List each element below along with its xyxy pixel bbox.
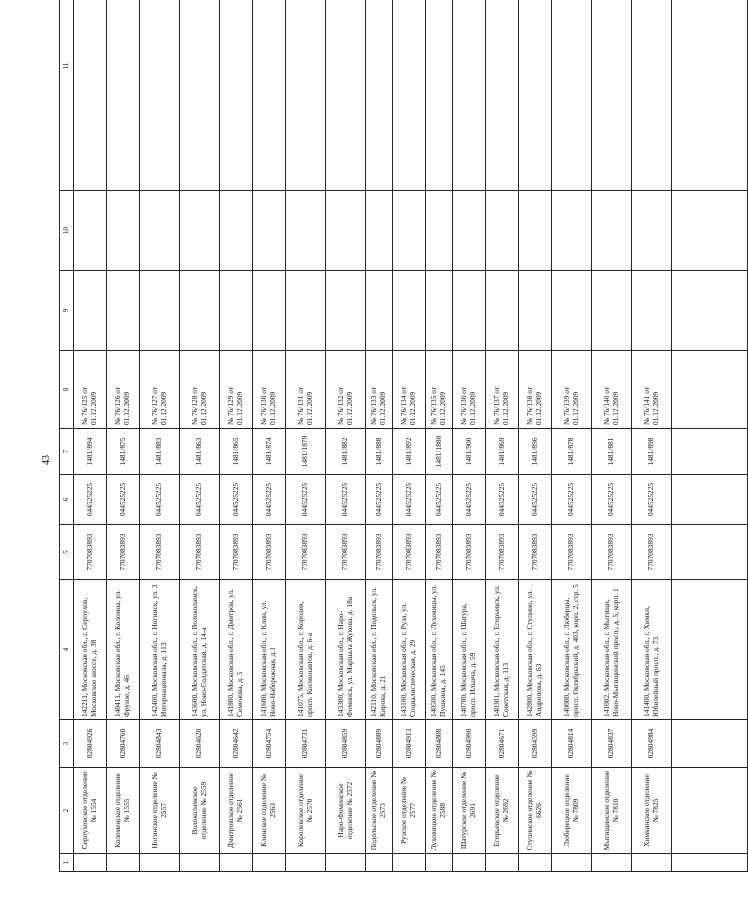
code-cell: 02804599 [519,720,552,768]
page-number: 43 [40,455,52,465]
column-11-cell [632,0,672,191]
inn-cell: 7707083893 [253,525,286,580]
column-number-11: 11 [60,0,74,191]
branch-name-cell: Дмитровское отделение № 2561 [220,768,253,854]
column-10-cell [366,191,393,271]
column-number-1: 1 [60,854,74,872]
bik-cell: 044525225 [107,475,140,525]
branch-name-cell: Ногинское отделение № 2557 [140,768,180,854]
code-cell: 02804843 [140,720,180,768]
column-11-cell [220,0,253,191]
column-number-8: 8 [60,351,74,429]
address-cell: 142110, Московская обл., г. Подольск, ул. Кирова, д. 21 [366,580,393,720]
registration-number-cell: 1481/1879 [286,429,326,475]
branch-name-cell: Шатурское отделение № 2691 [453,768,486,854]
column-number-5: 5 [60,525,74,580]
address-cell: 140500, Московская обл., г. Луховицы, ул. Пушкина, д. 145 [426,580,453,720]
row-number-cell [632,854,672,872]
code-cell: 02804754 [253,720,286,768]
branch-name-cell: Королевское отделение № 2570 [286,768,326,854]
address-cell: 142800, Московская обл., г. Ступино, ул. Андропова, д. 63 [519,580,552,720]
order-reference-cell: № 76/135 от 01.12.2009 [426,351,453,429]
row-number-cell [107,854,140,872]
address-cell: 140700, Московская обл., г. Шатура, просп. Ильича, д. 59 [453,580,486,720]
code-cell: 02804642 [220,720,253,768]
empty-row [672,0,748,872]
empty-cell [672,768,748,854]
table-row [140,0,180,872]
row-number-cell [140,854,180,872]
branch-name-cell: Луховицкое отделение № 2588 [426,768,453,854]
inn-cell: 7707083893 [453,525,486,580]
branch-name-cell: Мытищинское отделение № 7810 [592,768,632,854]
bik-cell: 044525225 [453,475,486,525]
bik-cell: 044525225 [632,475,672,525]
order-reference-cell: № 76/129 от 01.12.2009 [220,351,253,429]
branch-name-cell: Рузское отделение № 2577 [393,768,426,854]
column-11-cell [74,0,107,191]
bik-cell: 044525225 [140,475,180,525]
address-cell: 140000, Московская обл., г. Люберцы, просп. Октябрьский, д. 403, корп. 2, стр. 5 [552,580,592,720]
address-cell: 141600, Московская обл., г. Клин, ул. Ново-Набережная, д.1 [253,580,286,720]
registration-number-cell: 1481/865 [220,429,253,475]
column-9-cell [486,271,519,351]
inn-cell: 7707083893 [74,525,107,580]
row-number-cell [393,854,426,872]
order-reference-cell: № 76/133 от 01.12.2009 [366,351,393,429]
branch-name-cell: Серпуховское отделение № 1554 [74,768,107,854]
table-row [326,0,366,872]
bik-cell: 044525225 [286,475,326,525]
branch-name-cell: Подольское отделение № 2573 [366,768,393,854]
table-row [552,0,592,872]
bik-cell: 044525225 [519,475,552,525]
column-9-cell [552,271,592,351]
order-reference-cell: № 76/132 от 01.12.2009 [326,351,366,429]
row-number-cell [552,854,592,872]
empty-cell [672,580,748,720]
code-cell: 02804760 [107,720,140,768]
registration-number-cell: 1481/869 [486,429,519,475]
address-cell: 143100, Московская обл., г. Руза, ул. Социалистическая, д. 29 [393,580,426,720]
address-cell: 140411, Московская обл., г. Коломна, ул. Фрунзе, д. 46 [107,580,140,720]
branch-name-cell: Ступинское отделение № 6626 [519,768,552,854]
registration-number-cell: 1481/881 [592,429,632,475]
bik-cell: 044525225 [366,475,393,525]
column-11-cell [326,0,366,191]
code-cell: 02804620 [180,720,220,768]
bik-cell: 044525225 [74,475,107,525]
code-cell: 02804859 [326,720,366,768]
row-number-cell [519,854,552,872]
column-10-cell [326,191,366,271]
branch-name-cell: Коломенское отделение № 1555 [107,768,140,854]
row-number-cell [220,854,253,872]
row-number-cell [286,854,326,872]
order-reference-cell: № 76/138 от 01.12.2009 [519,351,552,429]
address-cell: 143600, Московская обл., г. Волоколамск, ул. Ново-Солдатская, д. 14-а [180,580,220,720]
table-row [107,0,140,872]
table-row [426,0,453,872]
column-11-cell [140,0,180,191]
column-10-cell [632,191,672,271]
order-reference-cell: № 76/128 от 01.12.2009 [180,351,220,429]
order-reference-cell: № 76/140 от 01.12.2009 [592,351,632,429]
column-9-cell [107,271,140,351]
row-number-cell [74,854,107,872]
table-row [180,0,220,872]
column-10-cell [519,191,552,271]
bik-cell: 044525225 [180,475,220,525]
code-cell: 02804913 [393,720,426,768]
column-10-cell [140,191,180,271]
column-10-cell [107,191,140,271]
column-9-cell [253,271,286,351]
row-number-cell [326,854,366,872]
order-reference-cell: № 76/131 от 01.12.2009 [286,351,326,429]
bik-cell: 044525225 [552,475,592,525]
column-9-cell [366,271,393,351]
table-row [286,0,326,872]
table-row [74,0,107,872]
registration-number-cell: 1481/874 [253,429,286,475]
inn-cell: 7707083893 [426,525,453,580]
bik-cell: 044525225 [253,475,286,525]
order-reference-cell: № 76/139 от 01.12.2009 [552,351,592,429]
address-cell: 141075, Московская обл., г. Королев, просп. Космонавтов, д. 6-а [286,580,326,720]
inn-cell: 7707083893 [220,525,253,580]
registration-number-cell: 1481/894 [74,429,107,475]
code-cell: 02804984 [632,720,672,768]
bik-cell: 044525225 [220,475,253,525]
bik-cell: 044525225 [592,475,632,525]
inn-cell: 7707083893 [486,525,519,580]
table-row [253,0,286,872]
column-10-cell [486,191,519,271]
column-11-cell [486,0,519,191]
table-row [366,0,393,872]
registration-number-cell: 1481/875 [107,429,140,475]
code-cell: 02804808 [426,720,453,768]
column-9-cell [140,271,180,351]
table-row [632,0,672,872]
row-number-cell [253,854,286,872]
column-11-cell [592,0,632,191]
column-9-cell [393,271,426,351]
column-10-cell [253,191,286,271]
address-cell: 142211, Московская обл., г. Серпухов, Московское шоссе, д. 38 [74,580,107,720]
empty-cell [672,525,748,580]
order-reference-cell: № 76/125 от 01.12.2009 [74,351,107,429]
order-reference-cell: № 76/137 от 01.12.2009 [486,351,519,429]
rotated-page [59,42,660,872]
table-row [486,0,519,872]
registration-number-cell: 1481/883 [140,429,180,475]
column-9-cell [453,271,486,351]
column-10-cell [220,191,253,271]
column-10-cell [393,191,426,271]
order-reference-cell: № 76/130 от 01.12.2009 [253,351,286,429]
address-cell: 141800, Московская обл., г. Дмитров, ул. Семенова, д. 5 [220,580,253,720]
order-reference-cell: № 76/134 от 01.12.2009 [393,351,426,429]
inn-cell: 7707083893 [366,525,393,580]
column-10-cell [552,191,592,271]
column-11-cell [426,0,453,191]
column-9-cell [426,271,453,351]
code-cell: 02804731 [286,720,326,768]
branch-name-cell: Клинское отделение № 2563 [253,768,286,854]
inn-cell: 7707083893 [552,525,592,580]
inn-cell: 7707083893 [519,525,552,580]
branch-name-cell: Люберецкое отделение № 7809 [552,768,592,854]
column-11-cell [366,0,393,191]
table-row [393,0,426,872]
branch-name-cell: Волоколамское отделение № 2559 [180,768,220,854]
column-11-cell [453,0,486,191]
inn-cell: 7707083893 [180,525,220,580]
bik-cell: 044525225 [426,475,453,525]
column-11-cell [393,0,426,191]
order-reference-cell: № 76/136 от 01.12.2009 [453,351,486,429]
column-number-10: 10 [60,191,74,271]
registration-number-cell: 1481/1880 [426,429,453,475]
registration-number-cell: 1481/863 [180,429,220,475]
column-11-cell [519,0,552,191]
bik-cell: 044525225 [326,475,366,525]
header-row [60,0,74,872]
column-9-cell [592,271,632,351]
registration-number-cell: 1481/882 [326,429,366,475]
column-number-4: 4 [60,580,74,720]
code-cell: 02804671 [486,720,519,768]
code-cell: 02804990 [453,720,486,768]
registration-number-cell: 1481/878 [552,429,592,475]
column-11-cell [180,0,220,191]
code-cell: 02804889 [366,720,393,768]
bik-cell: 044525225 [393,475,426,525]
address-cell: 140301, Московская обл., г. Егорьевск, ул. Советская, д. 113 [486,580,519,720]
column-9-cell [286,271,326,351]
column-9-cell [74,271,107,351]
order-reference-cell: № 76/127 от 01.12.2009 [140,351,180,429]
address-cell: 142400, Московская обл., г. Ногинск, ул. 3 Интернационала, д. 113 [140,580,180,720]
registration-number-cell: 1481/888 [366,429,393,475]
table-row [592,0,632,872]
column-11-cell [286,0,326,191]
order-reference-cell: № 76/126 от 01.12.2009 [107,351,140,429]
column-number-7: 7 [60,429,74,475]
branch-name-cell: Химкинское отделение № 7825 [632,768,672,854]
table-row [519,0,552,872]
branches-table [59,0,748,872]
column-number-2: 2 [60,768,74,854]
column-10-cell [453,191,486,271]
registration-number-cell: 1481/898 [632,429,672,475]
row-number-cell [453,854,486,872]
registration-number-cell: 1481/892 [393,429,426,475]
inn-cell: 7707083893 [107,525,140,580]
empty-cell [672,475,748,525]
empty-cell [672,429,748,475]
bik-cell: 044525225 [486,475,519,525]
address-cell: 141400, Московская обл., г. Химки, Юбилейный просп., д. 73 [632,580,672,720]
column-10-cell [592,191,632,271]
registration-number-cell: 1481/900 [453,429,486,475]
column-10-cell [426,191,453,271]
code-cell: 02804926 [74,720,107,768]
table-row [220,0,253,872]
branch-name-cell: Наро-Фоминское отделение № 2572 [326,768,366,854]
inn-cell: 7707083893 [393,525,426,580]
address-cell: 141002, Московская обл., г. Мытищи, Ново-Мытищинский просп., д. 5, корп. 1 [592,580,632,720]
column-10-cell [286,191,326,271]
table-row [453,0,486,872]
column-number-6: 6 [60,475,74,525]
column-number-9: 9 [60,271,74,351]
row-number-cell [592,854,632,872]
column-9-cell [632,271,672,351]
registration-number-cell: 1481/896 [519,429,552,475]
column-11-cell [107,0,140,191]
row-number-cell [180,854,220,872]
empty-cell [672,720,748,768]
inn-cell: 7707083893 [326,525,366,580]
column-9-cell [220,271,253,351]
code-cell: 02804814 [552,720,592,768]
row-number-cell [426,854,453,872]
row-number-cell [366,854,393,872]
column-9-cell [326,271,366,351]
row-number-cell [486,854,519,872]
empty-cell [672,854,748,872]
empty-cell [672,0,748,191]
inn-cell: 7707083893 [592,525,632,580]
column-10-cell [180,191,220,271]
column-11-cell [552,0,592,191]
column-9-cell [180,271,220,351]
inn-cell: 7707083893 [286,525,326,580]
branch-name-cell: Егорьевское отделение № 2692 [486,768,519,854]
inn-cell: 7707083893 [140,525,180,580]
empty-cell [672,271,748,351]
column-10-cell [74,191,107,271]
empty-cell [672,191,748,271]
column-number-3: 3 [60,720,74,768]
column-9-cell [519,271,552,351]
empty-cell [672,351,748,429]
order-reference-cell: № 76/141 от 01.12.2009 [632,351,672,429]
inn-cell: 7707083893 [632,525,672,580]
column-11-cell [253,0,286,191]
code-cell: 02804837 [592,720,632,768]
address-cell: 143300, Московская обл., г. Наро-Фоминск, ул. Маршала Жукова, д. 18а [326,580,366,720]
